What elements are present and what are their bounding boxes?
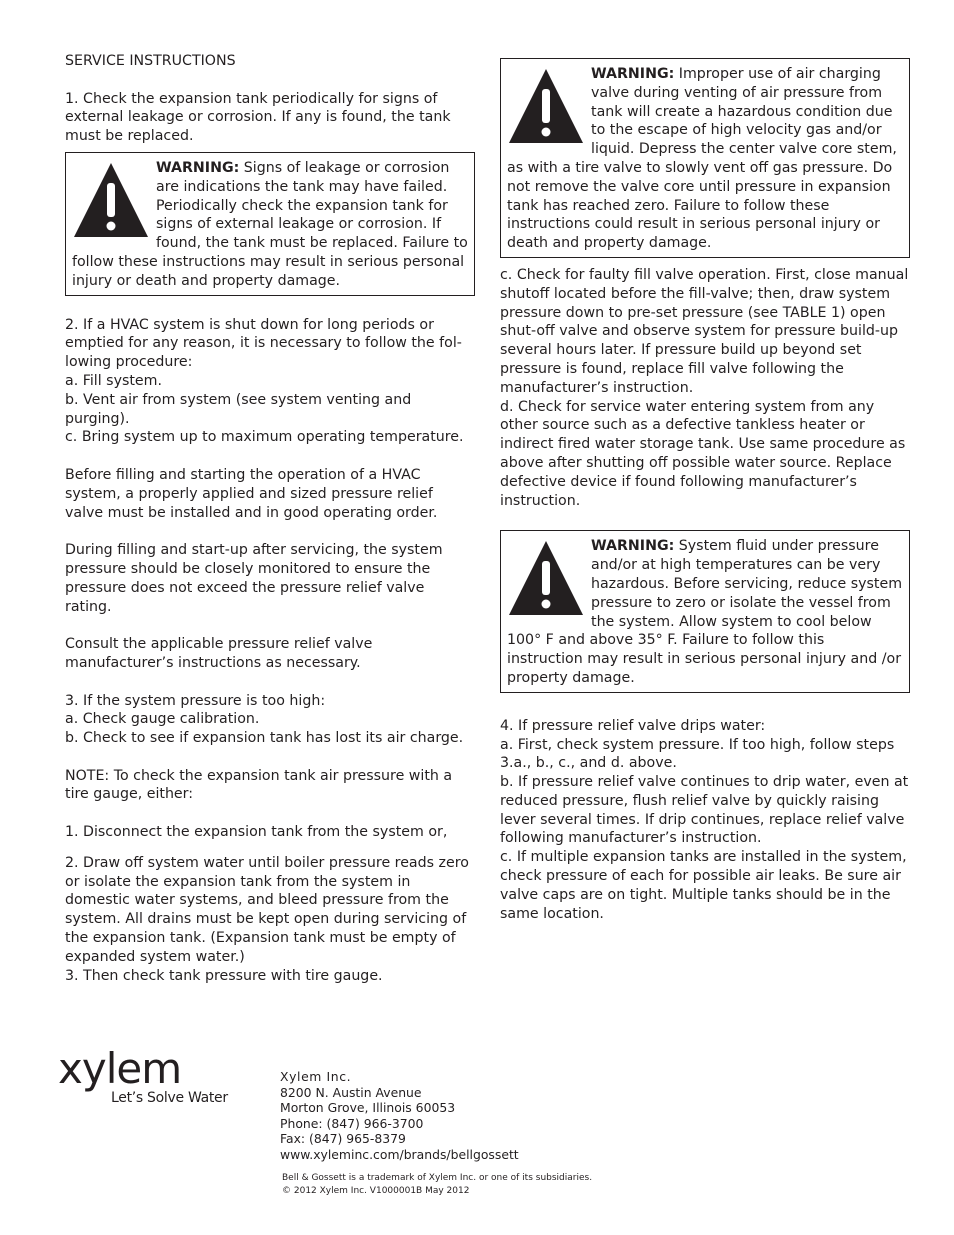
warning-triangle-icon bbox=[507, 537, 585, 619]
step-3a: a. Check gauge calibration. bbox=[65, 711, 260, 728]
step-2: 2. If a HVAC system is shut down for long periods or emptied for any reason, it is necessary to follow the fol-lowing procedure: bbox=[65, 316, 462, 371]
paragraph-during-filling: During filling and start-up after servicing, the system pressure should be closely monitored to ensure the pressure does not exceed the pressure relief valve rating. bbox=[65, 542, 443, 615]
xylem-logo bbox=[58, 1044, 248, 1118]
phone-number: Phone: (847) 966-3700 bbox=[280, 1115, 424, 1131]
warning-text: Improper use of air charging valve during venting of air pressure from tank will create a hazardous condition due to the escape of high velocity gas and/or liquid. Depress the center valve core stem, as with a tire valve to slowly vent off gas pressure. Do not remove the valve core until pressure in expansion tank has reached zero. Failure to follow these instructions could result in serious personal injury or death and property damage. bbox=[507, 66, 897, 252]
street-address: 8200 N. Austin Avenue bbox=[280, 1084, 422, 1100]
step-2c: c. Bring system up to maximum operating temperature. bbox=[65, 429, 464, 446]
logo-tagline: Let’s Solve Water bbox=[111, 1090, 228, 1106]
step-4b: b. If pressure relief valve continues to drip water, even at reduced pressure, flush relief valve by quickly raising lever several times. If drip continues, replace relief valve following manufacturer’s instruction. bbox=[500, 774, 909, 847]
warning-text: Signs of leakage or corrosion are indications the tank may have failed. Periodically check the expansion tank for signs of external leakage or corrosion. If found, the tank must be replaced. Failure to follow these instructions may result in serious personal injury or death and property damage. bbox=[72, 159, 468, 289]
warning-text: System fluid under pressure and/or at high temperatures can be very hazardous. Before servicing, reduce system pressure to zero or isolate the vessel from the system. Allow system to cool below 100° F and above 35° F. Failure to follow this instruction may result in serious personal injury and /or property damage. bbox=[507, 538, 903, 686]
warning-label: WARNING: bbox=[156, 159, 240, 176]
note: NOTE: To check the expansion tank air pressure with a tire gauge, either: bbox=[65, 767, 453, 803]
step-4a: a. First, check system pressure. If too high, follow steps 3.a., b., c., and d. above. bbox=[500, 736, 895, 772]
warning-label: WARNING: bbox=[591, 538, 675, 555]
city-address: Morton Grove, Illinois 60053 bbox=[280, 1100, 456, 1116]
note-item-3: 3. Then check tank pressure with tire gauge. bbox=[65, 967, 383, 984]
note-item-2: 2. Draw off system water until boiler pressure reads zero or isolate the expansion tank from the system in domestic water systems, and bleed pressure from the system. All drains must be kept open during servicing of the expansion tank. (Expansion tank must be empty of expanded system water.) bbox=[65, 854, 469, 965]
step-c: c. Check for faulty fill valve operation. First, close manual shutoff located before the fill-valve; then, draw system pressure down to pre-set pressure (see TABLE 1) open shut-off valve and observe system for pressure build-up several hours later. If pressure build up beyond set pressure is found, replace fill valve following the manufacturer’s instruction. bbox=[500, 266, 909, 396]
paragraph-before-filling: Before filling and starting the operation of a HVAC system, a properly applied and sized pressure relief valve must be installed and in good operating order. bbox=[65, 466, 438, 521]
warning-label: WARNING: bbox=[591, 66, 675, 82]
legal-notice bbox=[282, 1172, 592, 1197]
warning-triangle-icon bbox=[507, 65, 585, 147]
trademark-notice: Bell & Gossett is a trademark of Xylem Inc. or one of its subsidiaries. bbox=[282, 1173, 593, 1183]
fax-number: Fax: (847) 965-8379 bbox=[280, 1131, 406, 1147]
step-2b: b. Vent air from system (see system venting and purging). bbox=[65, 391, 412, 427]
copyright-notice: © 2012 Xylem Inc. V1000001B May 2012 bbox=[282, 1185, 470, 1196]
right-column bbox=[500, 52, 910, 923]
step-4c: c. If multiple expansion tanks are installed in the system, check pressure of each for possible air leaks. Be sure air valve caps are on tight. Multiple tanks should be in the same location. bbox=[500, 849, 907, 922]
step-3b: b. Check to see if expansion tank has lost its air charge. bbox=[65, 730, 464, 747]
note-item-1: 1. Disconnect the expansion tank from the system or, bbox=[65, 824, 448, 841]
step-d: d. Check for service water entering system from any other source such as a defective tankless heater or indirect fired water storage tank. Use same procedure as above after shutting off possible water source. Replace defective device if found following manufacturer’s instruction. bbox=[500, 398, 906, 509]
section-heading: SERVICE INSTRUCTIONS bbox=[65, 53, 236, 69]
website-link[interactable]: www.xyleminc.com/brands/bellgossett bbox=[280, 1146, 519, 1162]
paragraph-consult: Consult the applicable pressure relief valve manufacturer’s instructions as necessary. bbox=[65, 636, 373, 671]
logo-wordmark: xylem bbox=[58, 1044, 182, 1093]
step-3: 3. If the system pressure is too high: bbox=[65, 692, 326, 709]
warning-triangle-icon bbox=[72, 159, 150, 241]
warning-box-leakage bbox=[65, 152, 475, 296]
left-column bbox=[65, 52, 475, 985]
step-1: 1. Check the expansion tank periodically for signs of external leakage or corrosion. If any is found, the tank must be replaced. bbox=[65, 90, 451, 145]
step-4: 4. If pressure relief valve drips water: bbox=[500, 717, 766, 734]
company-name: Xylem Inc. bbox=[280, 1069, 352, 1084]
company-address bbox=[280, 1069, 519, 1163]
step-2a: a. Fill system. bbox=[65, 372, 162, 389]
warning-box-system-fluid bbox=[500, 530, 910, 692]
warning-box-air-charging bbox=[500, 58, 910, 258]
